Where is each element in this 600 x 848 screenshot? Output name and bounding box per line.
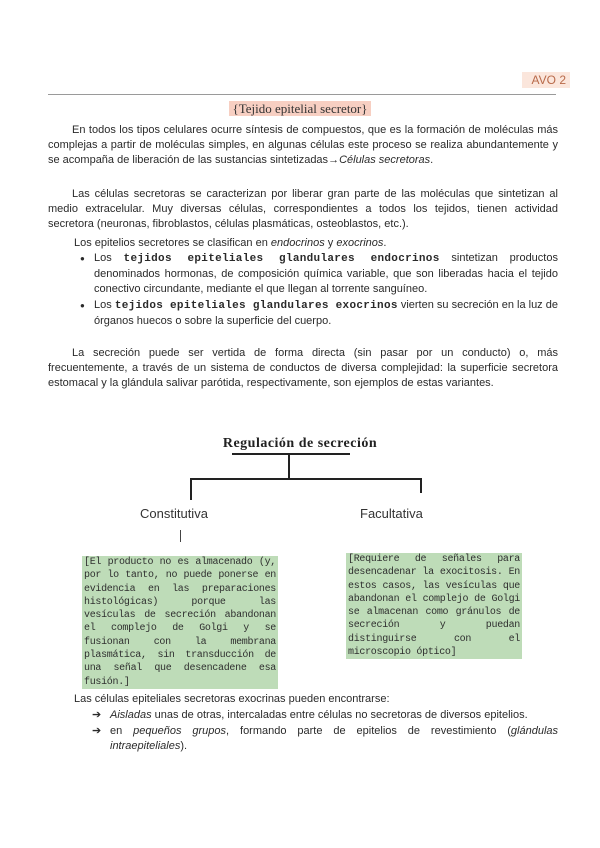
bullet-text: vierten su secreción en la luz de órganos huecos o sobre la superficie del cuerpo. [94,298,558,327]
term-glandulas-intraepiteliales: glándulas intraepiteliales [110,724,559,753]
diagram-stem-line [288,455,290,478]
list-item [92,724,558,755]
intro-arrow: → [328,154,340,167]
diagram-title-underline [232,453,350,455]
classification-end: . [383,237,387,249]
intro-text: En todos los tipos celulares ocurre síntesis de compuestos, que es la formación de moléculas más complejas a partir de moléculas simples, en algunas células este proceso se realiza abundantemente y se acompaña de liberación de las sustancias sintetizadas [48,124,558,167]
diagram-right-leg [420,478,422,493]
term-endocrine-glands: tejidos epiteliales glandulares endocrinos [123,253,440,265]
arrow-item-end: ). [180,740,188,753]
list-item [80,298,558,329]
branch-facultativa: Facultativa [360,506,423,521]
paragraph-exocrine-arrangement: Las células epiteliales secretoras exocrinas pueden encontrarse: [74,693,390,705]
diagram-title: Regulación de secreción [222,436,378,451]
paragraph-intro [48,123,558,169]
arrow-icon: ➔ [92,724,102,737]
list-item [92,708,558,724]
header-divider [48,94,556,95]
term-exocrine-glands: tejidos epiteliales glandulares exocrinos [114,299,398,312]
list-item [80,251,558,298]
arrangement-list [92,708,558,755]
paragraph-secretion-routes: La secreción puede ser vertida de forma directa (sin pasar por un conducto) o, más frecuentemente, a través de un sistema de conductos de diversa complejidad: la superficie secretora estomacal y la glándula salivar parótida, respectivamente, son ejemplos de estas variantes. [48,347,558,390]
bullet-text: sintetizan productos denominados hormonas, de composición química variable, que son liberadas hacia el tejido conectivo circundante, mediante el que llegan al torrente sanguíneo. [94,252,558,296]
diagram-branch-bar [190,478,420,480]
classification-text: Los epitelios secretores se clasifican en [74,237,268,249]
paragraph-secretory-cells: Las células secretoras se caracterizan por liberar gran parte de las moléculas que sintetizan al medio extracelular. Muy diversas células, correspondientes a todos los tejidos, tienen actividad secretora (neuronas, fibroblastos, células plasmáticas, osteoblastos, etc.). [48,188,558,231]
arrow-item-text: , formando parte de epitelios de revestimiento ( [226,724,511,737]
diagram-tick-mark [180,530,181,542]
arrow-icon: ➔ [92,709,102,721]
page-label: AVO 2 [522,72,570,88]
paragraph-classification [74,236,554,251]
bullet-prefix: Los [94,298,112,311]
section-title: {Tejido epitelial secretor} [229,101,370,116]
section-title-wrapper [0,100,600,118]
term-pequenos-grupos: pequeños grupos [133,724,227,737]
constitutive-description-box: [El producto no es almacenado (y, por lo tanto, no puede ponerse en evidencia en las preparaciones histológicas) porque las vesículas de secreción abandonan el complejo de Golgi y se fusionan con la membrana plasmática, sin transducción de una señal que desencadene esa fusión.] [84,557,276,688]
arrow-item-text: unas de otras, intercaladas entre células no secretoras de diversos epitelios. [154,709,528,721]
facultative-description-box: [Requiere de señales para desencadenar la exocitosis. En estos casos, las vesículas que abandonan el complejo de Golgi se almacenan como gránulos de secreción y puedan distinguirse con el microscopio óptico] [348,554,520,659]
arrow-item-pre: en [110,724,123,737]
diagram-left-leg [190,478,192,500]
gland-type-list [80,251,558,329]
term-endocrinos: endocrinos [270,237,325,249]
intro-term-celulas-secretoras: Células secretoras [339,154,431,167]
classification-and: y [327,237,334,249]
term-exocrinos: exocrinos [336,237,384,249]
bullet-prefix: Los [94,252,112,264]
term-aisladas: Aisladas [110,709,152,721]
branch-constitutiva: Constitutiva [140,506,208,521]
intro-end: . [430,154,434,167]
